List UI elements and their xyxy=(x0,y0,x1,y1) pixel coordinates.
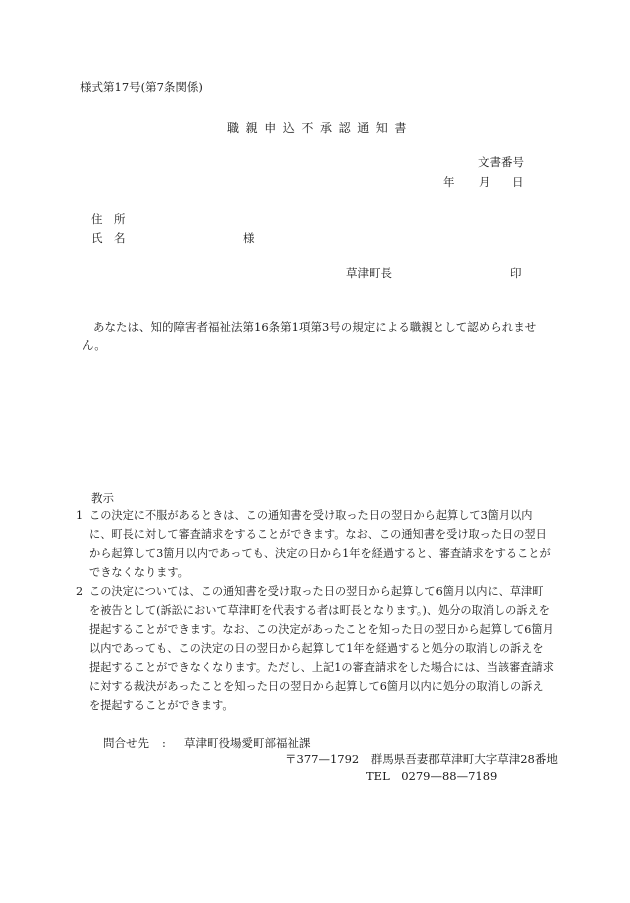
notice-item-text: この決定については、この通知書を受け取った日の翌日から起算して6箇月以内に、草津町を被告として(訴訟において草津町を代表する者は町長となります。)、処分の取消しの訴えを提起することができます。なお、この決定があったことを知った日の翌日から起算して6箇月以内であっても、この決定の日の翌日から起算して1年を経過すると処分の取消しの訴えを提起することができなくなります。ただし、上記1の審査請求をした場合には、当該審査請求に対する裁決があったことを知った日の翌日から起算して6箇月以内に処分の取消しの訴えを提起することができます。 xyxy=(89,585,554,712)
sender-name: 草津町長 xyxy=(346,266,392,280)
address-label: 住 所 xyxy=(91,212,126,226)
document-title: 職親申込不承認通知書 xyxy=(227,121,414,135)
notice-heading: 教示 xyxy=(91,491,114,505)
date-month: 月 xyxy=(479,175,491,189)
notice-item-number: 1 xyxy=(76,509,84,522)
notice-list xyxy=(76,506,554,715)
contact-label: 問合せ先 xyxy=(103,736,149,750)
notice-item-number: 2 xyxy=(76,585,84,598)
date-day: 日 xyxy=(512,175,524,189)
seal-mark: 印 xyxy=(510,266,522,280)
form-number: 様式第17号(第7条関係) xyxy=(80,80,203,94)
notice-item-text: この決定に不服があるときは、この通知書を受け取った日の翌日から起算して3箇月以内に、町長に対して審査請求をすることができます。なお、この通知書を受け取った日の翌日から起算して3箇月以内であっても、決定の日から1年を経過すると、審査請求をすることができなくなります。 xyxy=(89,509,551,579)
contact-colon: : xyxy=(162,736,166,750)
honorific: 様 xyxy=(243,231,255,245)
contact-address: 〒377—1792 群馬県吾妻郡草津町大字草津28番地 xyxy=(285,752,558,766)
notice-item-2 xyxy=(76,582,554,715)
name-label: 氏 名 xyxy=(91,231,126,245)
notice-item-1 xyxy=(76,506,554,582)
doc-number-label: 文書番号 xyxy=(478,155,524,169)
contact-tel: TEL 0279—88—7189 xyxy=(366,769,498,783)
date-year: 年 xyxy=(443,175,455,189)
contact-department: 草津町役場愛町部福祉課 xyxy=(184,736,311,750)
body-text: あなたは、知的障害者福祉法第16条第1項第3号の規定による職親として認められません。 xyxy=(82,320,537,352)
